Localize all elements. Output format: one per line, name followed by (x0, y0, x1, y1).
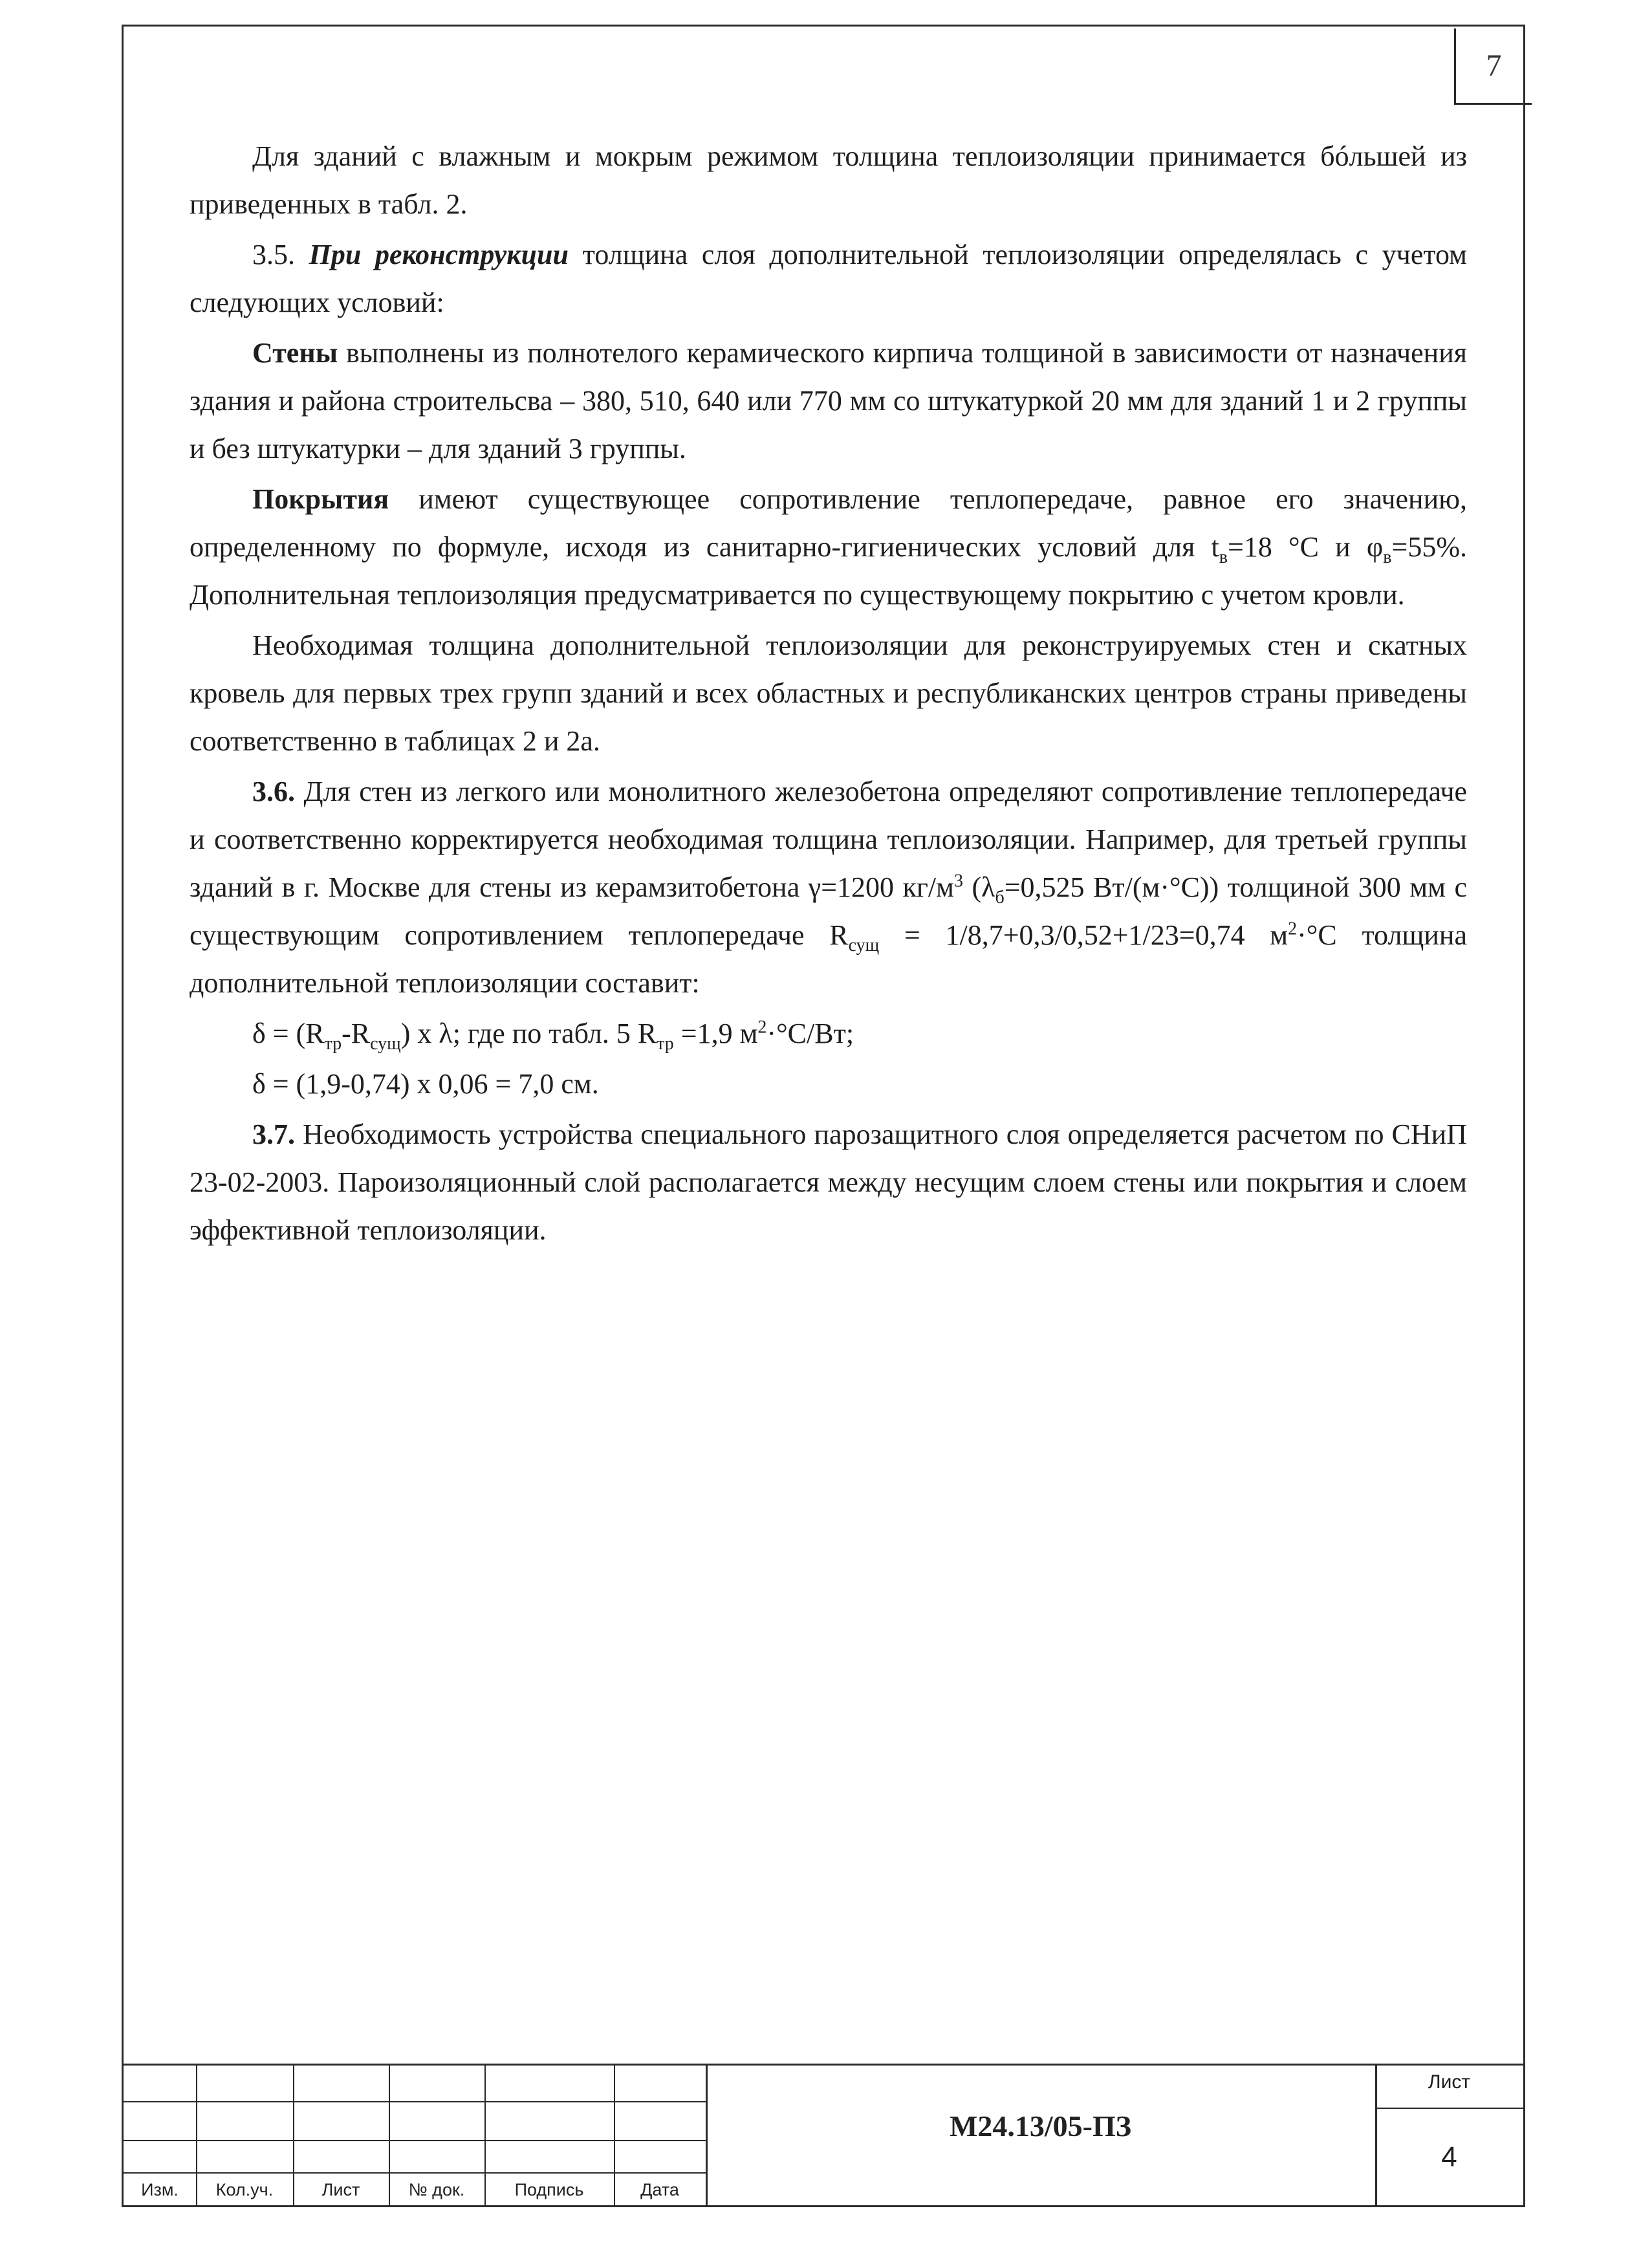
page-number: 7 (1454, 28, 1532, 105)
sheet-cell-line (1375, 2108, 1523, 2109)
paragraph-3-7: 3.7. Необходимость устройства специального парозащитного слоя определяется расчетом по СНиП 23-02-2003. Пароизоляционный слой располагается между несущим слоем стены или покрытия и слоем эффективной теплоизоляции. (190, 1118, 1467, 1246)
formula-result: δ = (1,9-0,74) х 0,06 = 7,0 см. (252, 1068, 599, 1100)
document-code: М24.13/05-ПЗ (949, 2110, 1132, 2143)
title-block-row-line-2 (124, 2140, 706, 2141)
sheet-label: Лист (1428, 2071, 1471, 2093)
paragraph-humid-mode: Для зданий с влажным и мокрым режимом толщина теплоизоляции принимается бóльшей из приведенных в табл. 2. (190, 140, 1467, 220)
formula-delta: $\delta = (R_{тр}-R_{сущ})$ х λ; где по табл. 5 $R_{тр} =1,9$ $м^2\cdot^\circ С/Вт$; (252, 1017, 854, 1054)
col-label-izm: Изм. (141, 2180, 179, 2199)
col-label-sign: Подпись (514, 2180, 584, 2199)
title-block-row-line-3 (124, 2172, 706, 2174)
sheet-number: 4 (1441, 2141, 1457, 2173)
title-block-row-line-1 (124, 2101, 706, 2102)
col-label-doc: № док. (408, 2180, 465, 2199)
col-label-kol: Кол.уч. (215, 2180, 274, 2199)
document-body (190, 133, 1467, 1254)
paragraph-3-5: 3.5. При реконструкции толщина слоя дополнительной теплоизоляции определялась с учетом следующих условий: (190, 239, 1467, 318)
col-label-list: Лист (321, 2180, 360, 2199)
paragraph-required-thickness: Необходимая толщина дополнительной теплоизоляции для реконструируемых стен и скатных кровель для первых трех групп зданий и всех областных и республиканских центров страны приведены соответственно в таблицах 2 и 2а. (190, 629, 1467, 757)
title-block (124, 2064, 1523, 2205)
paragraph-roofs: Покрытия имеют существующее сопротивление теплопередаче, равное его значению, определенному по формуле, исходя из санитарно-гигиенических условий для $t_в=18$ °С и $\varphi_в=55\%$. Дополнительная теплоизоляция предусматривается по существующему покрытию с учетом кровли. (190, 483, 1467, 611)
title-block-top-line (124, 2064, 1523, 2066)
col-label-date: Дата (640, 2180, 679, 2199)
paragraph-3-6: 3.6. Для стен из легкого или монолитного железобетона определяют сопротивление теплопередаче и соответственно корректируется необходимая толщина теплоизоляции. Например, для третьей группы зданий в г. Москве для стены из керамзитобетона γ=1200 $кг/м^3$ ($\lambda_б=0,525$ Вт/(м·°С)) толщиной 300 мм с существующим сопротивлением теплопередаче $R_{сущ} = 1/8,7+0,3/0,52+1/23=0,74$ $м^2\cdot^\circ С$ толщина дополнительной теплоизоляции составит: (190, 776, 1467, 999)
paragraph-walls: Стены выполнены из полнотелого керамического кирпича толщиной в зависимости от назначения здания и района строительсва – 380, 510, 640 или 770 мм со штукатуркой 20 мм для зданий 1 и 2 группы и без штукатурки – для зданий 3 группы. (190, 337, 1467, 464)
